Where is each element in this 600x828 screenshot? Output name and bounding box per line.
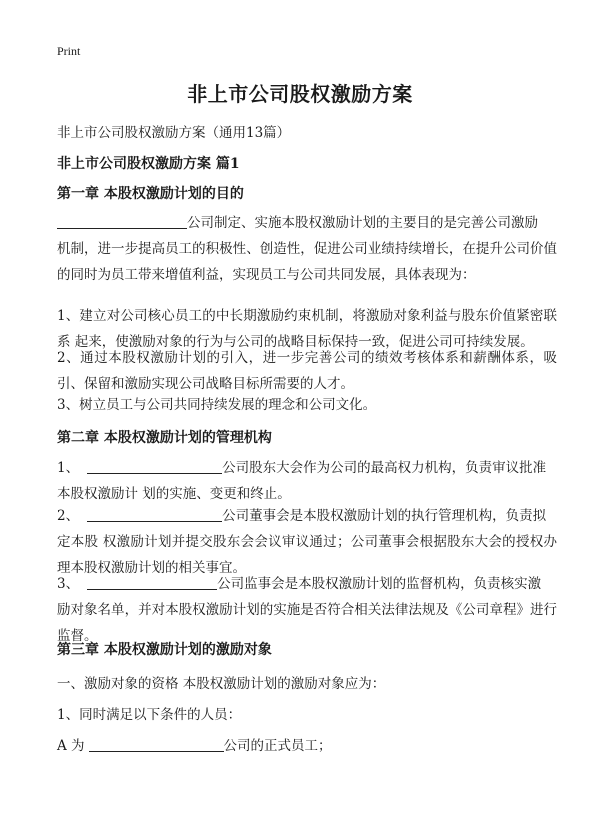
blank-underline	[57, 214, 187, 229]
chapter2-item3-number: 3、	[57, 576, 80, 592]
blank-underline	[87, 575, 217, 590]
chapter2-item1-text: 公司股东大会作为公司的最高权力机构，负责审议批准	[222, 460, 547, 476]
chapter1-intro-rest: 机制，进一步提高员工的积极性、创造性，促进公司业绩持续增长，在提升公司价值的同时为员工带来增值利益，实现员工与公司共同发展，具体表现为：	[57, 241, 557, 283]
chapter1-item2: 2、通过本股权激励计划的引入，进一步完善公司的绩效考核体系和薪酬体系，吸引、保留和激励实现公司战略目标所需要的人才。	[57, 350, 557, 392]
chapter3-para1: 一、激励对象的资格 本股权激励计划的激励对象应为：	[57, 676, 386, 692]
chapter3-itemA-text: 公司的正式员工；	[223, 738, 332, 754]
chapter2-item2-text: 公司董事会是本股权激励计划的执行管理机构，负责拟	[222, 508, 547, 524]
print-label[interactable]: Print	[57, 44, 81, 58]
chapter3-itemA-prefix: A 为	[57, 738, 85, 754]
chapter3-heading: 第三章 本股权激励计划的激励对象	[57, 642, 272, 658]
chapter2-item1-rest: 本股权激励计 划的实施、变更和终止。	[57, 486, 291, 502]
chapter2-item2-rest: 定本股 权激励计划并提交股东会会议审议通过；公司董事会根据股东大会的授权办理本股权激励计划的相关事宜。	[57, 534, 557, 576]
chapter1-intro	[57, 210, 557, 288]
blank-underline	[87, 507, 222, 522]
chapter2-item1-number: 1、	[57, 460, 80, 476]
blank-underline	[89, 737, 224, 752]
blank-underline	[87, 459, 222, 474]
chapter1-item3: 3、树立员工与公司共同持续发展的理念和公司文化。	[57, 397, 377, 413]
chapter2-heading: 第二章 本股权激励计划的管理机构	[57, 430, 272, 446]
chapter2-item3-text: 公司监事会是本股权激励计划的监督机构，负责核实激	[217, 576, 542, 592]
chapter2-item3-rest: 励对象名单，并对本股权激励计划的实施是否符合相关法律法规及《公司章程》进行监督。	[57, 602, 557, 644]
chapter1-intro-first-line	[57, 210, 557, 236]
chapter1-intro-text: 公司制定、实施本股权激励计划的主要目的是完善公司激励	[187, 215, 538, 231]
chapter2-item2-number: 2、	[57, 508, 80, 524]
chapter2-item2	[57, 503, 557, 581]
chapter2-item1	[57, 455, 557, 507]
chapter1-item1: 1、建立对公司核心员工的中长期激励约束机制，将激励对象利益与股东价值紧密联系 起来，使激励对象的行为与公司的战略目标保持一致，促进公司可持续发展。	[57, 308, 557, 350]
document-title: 非上市公司股权激励方案	[187, 82, 413, 106]
document-subtitle: 非上市公司股权激励方案（通用13篇）	[57, 125, 291, 141]
chapter3-itemA	[57, 733, 557, 759]
chapter1-heading: 第一章 本股权激励计划的目的	[57, 186, 244, 202]
chapter2-item3	[57, 571, 557, 649]
chapter3-para2: 1、同时满足以下条件的人员：	[57, 707, 242, 723]
part-heading: 非上市公司股权激励方案 篇1	[57, 156, 240, 172]
